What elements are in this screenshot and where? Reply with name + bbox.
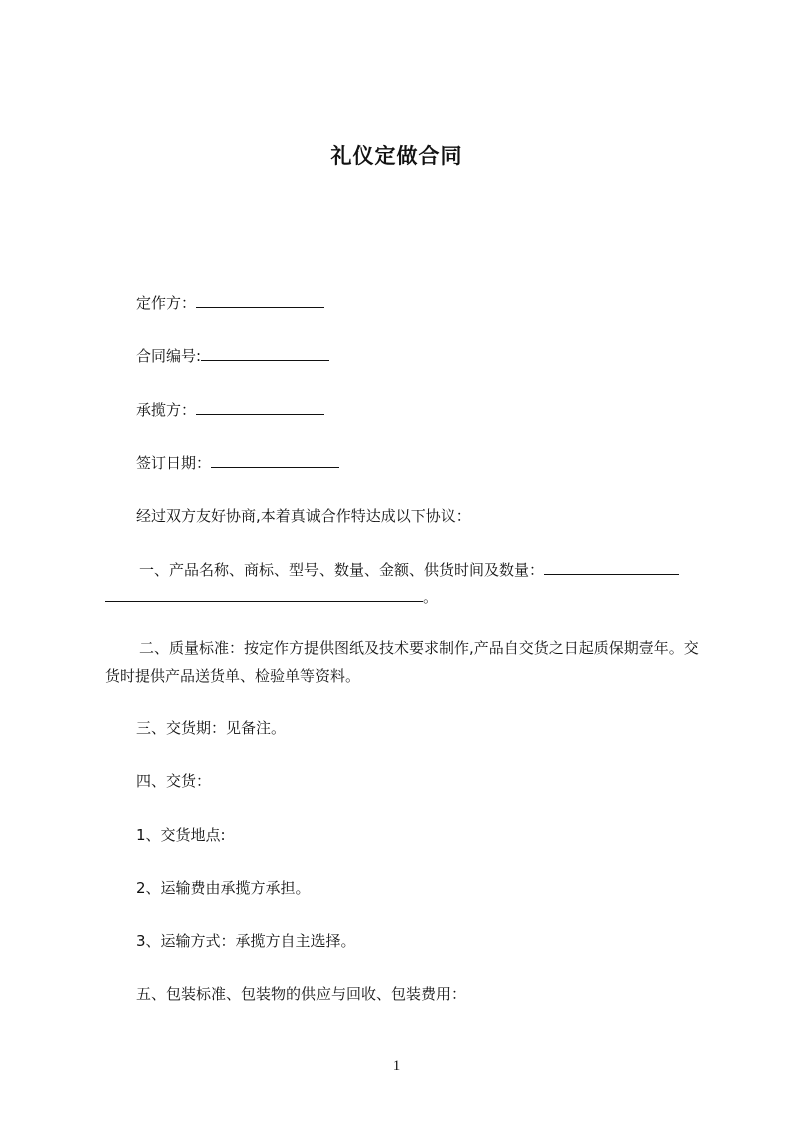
clause-3: 三、交货期：见备注。 [136, 719, 287, 737]
contract-number-blank [201, 345, 329, 361]
sign-date-blank [211, 452, 339, 468]
sign-date-label: 签订日期： [136, 454, 212, 472]
clause-4-item-3: 3、运输方式：承揽方自主选择。 [136, 932, 356, 950]
clause-1-end: 。 [423, 588, 439, 606]
clause-4-item-1: 1、交货地点: [136, 826, 226, 844]
clause-1-text: 一、产品名称、商标、型号、数量、金额、供货时间及数量： [139, 561, 545, 579]
intro-paragraph: 经过双方友好协商,本着真诚合作特达成以下协议： [136, 507, 471, 525]
clause-1-blank-1 [544, 559, 679, 575]
contractor-field [136, 399, 324, 420]
contractor-blank [196, 399, 324, 415]
contract-number-label: 合同编号: [136, 347, 202, 365]
clause-1-line-1 [139, 559, 679, 580]
sign-date-field [136, 452, 339, 473]
clause-4-heading: 四、交货： [136, 772, 212, 790]
contractor-label: 承揽方： [136, 401, 197, 419]
clause-1-line-2 [105, 586, 438, 607]
orderer-label: 定作方： [136, 294, 197, 312]
document-title: 礼仪定做合同 [330, 144, 463, 168]
clause-1-blank-2 [105, 586, 423, 602]
page-number: 1 [392, 1058, 401, 1074]
orderer-blank [196, 292, 324, 308]
orderer-field [136, 292, 324, 313]
clause-5-heading: 五、包装标准、包装物的供应与回收、包装费用： [136, 985, 467, 1003]
clause-4-item-2: 2、运输费由承揽方承担。 [136, 879, 311, 897]
clause-2-paragraph: 二、质量标准：按定作方提供图纸及技术要求制作,产品自交货之日起质保期壹年。交货时提供产品送货单、检验单等资料。 [105, 639, 699, 685]
contract-number-field [136, 345, 329, 366]
